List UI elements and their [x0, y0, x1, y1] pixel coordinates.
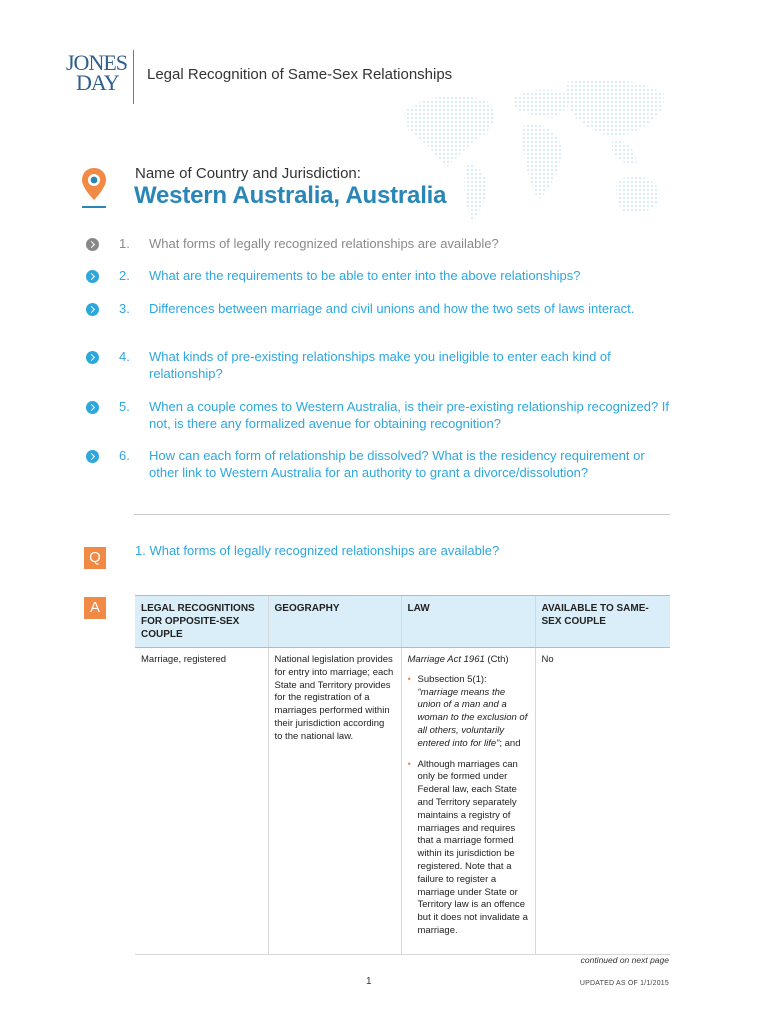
law-citation: Marriage Act 1961	[407, 654, 485, 665]
chevron-right-icon	[86, 238, 99, 251]
chevron-right-icon	[86, 401, 99, 414]
question-heading: 1. What forms of legally recognized relationships are available?	[135, 543, 500, 558]
toc-item-text: 6. How can each form of relationship be dissolved? What is the residency requirement or other link to Western Australia for an authority to grant a divorce/dissolution?	[119, 448, 645, 480]
table-row	[135, 648, 670, 955]
law-points-list	[408, 674, 529, 938]
column-header: GEOGRAPHY	[268, 596, 401, 648]
question-badge: Q	[84, 547, 106, 569]
toc-item-text: 4. What kinds of pre-existing relationships make you ineligible to enter each kind of relationship?	[119, 349, 611, 381]
law-point: • Although marriages can only be formed under Federal law, each State and Territory separately maintains a registry of marriages and requires that a marriage formed within its jurisdiction be registered. Note that a failure to register a marriage under State or Territory law is an offence but it does not invalidate a marriage.	[408, 759, 529, 938]
recognition-table	[135, 595, 670, 955]
document-title: Legal Recognition of Same-Sex Relationships	[147, 66, 453, 83]
column-header: LEGAL RECOGNITIONS FOR OPPOSITE-SEX COUPLE	[135, 596, 268, 648]
continued-note: continued on next page	[580, 955, 669, 965]
availability-cell: No	[535, 648, 670, 955]
chevron-right-icon	[86, 450, 99, 463]
chevron-right-icon	[86, 270, 99, 283]
jurisdiction-label: Name of Country and Jurisdiction:	[135, 165, 361, 182]
logo-line1: JONES	[66, 50, 128, 75]
location-pin-icon	[80, 166, 108, 210]
toc-item-text: 2. What are the requirements to be able to enter into the above relationships?	[119, 268, 581, 283]
header-divider	[133, 50, 134, 104]
recognition-cell: Marriage, registered	[135, 648, 268, 955]
law-citation-suffix: (Cth)	[484, 654, 509, 665]
law-point: • Subsection 5(1): “marriage means the union of a man and a woman to the exclusion of all others, voluntarily entered into for life”; and	[408, 674, 529, 751]
page-number: 1	[366, 976, 372, 987]
updated-date: UPDATED AS OF 1/1/2015	[579, 980, 669, 987]
section-divider	[134, 514, 670, 515]
column-header: AVAILABLE TO SAME-SEX COUPLE	[535, 596, 670, 648]
column-header: LAW	[401, 596, 535, 648]
table-header-row	[135, 596, 670, 648]
chevron-right-icon	[86, 303, 99, 316]
toc-item-text: 3. Differences between marriage and civil unions and how the two sets of laws interact.	[119, 301, 635, 316]
logo-line2: DAY	[76, 70, 119, 95]
toc-item-text: 1. What forms of legally recognized relationships are available?	[119, 236, 499, 251]
law-cell	[401, 648, 535, 955]
toc-item-text: 5. When a couple comes to Western Australia, is their pre-existing relationship recognized? If not, is there any formalized avenue for obtaining recognition?	[119, 399, 670, 431]
jurisdiction-name: Western Australia, Australia	[134, 182, 447, 209]
jones-day-logo	[62, 50, 128, 98]
answer-badge: A	[84, 597, 106, 619]
chevron-right-icon	[86, 351, 99, 364]
geography-cell: National legislation provides for entry into marriage; each State and Territory provides for the registration of a marriages performed within their jurisdiction according to the national law.	[268, 648, 401, 955]
